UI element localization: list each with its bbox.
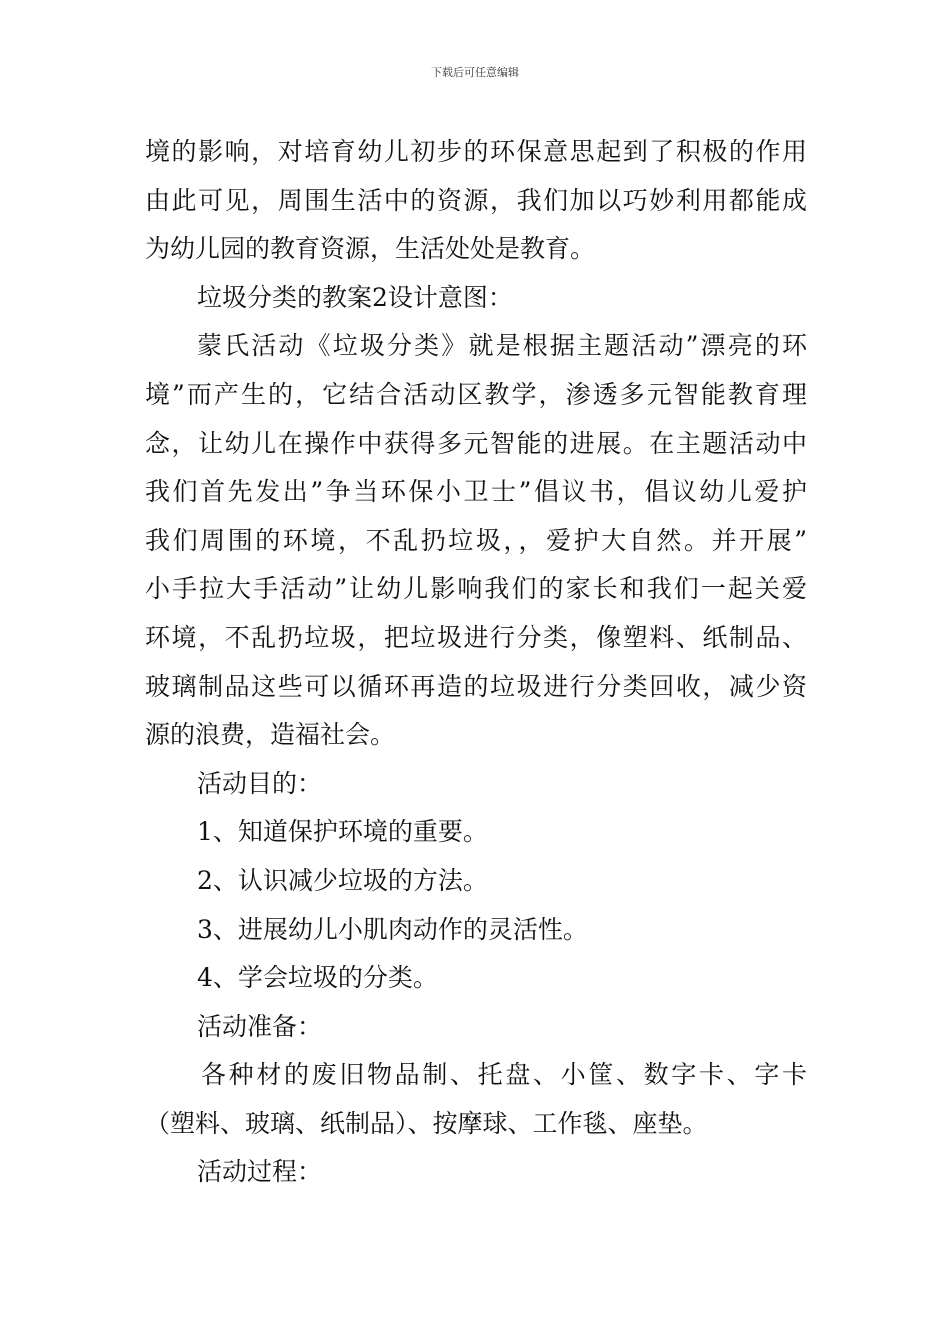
text-line: 环境，不乱扔垃圾，把垃圾进行分类，像塑料、纸制品、 <box>145 622 807 652</box>
text-line: 蒙氏活动《垃圾分类》就是根据主题活动”漂亮的环 <box>197 331 807 361</box>
section-heading: 活动准备： <box>197 1011 323 1041</box>
text-line: 我们周围的环境，不乱扔垃圾，，爱护大自然。并开展” <box>145 525 807 555</box>
list-item: 4、学会垃圾的分类。 <box>197 963 438 993</box>
section-heading: 活动目的： <box>197 768 323 798</box>
text-line: 各种材的废旧物品制、托盘、小筐、数字卡、字卡 <box>201 1060 807 1090</box>
list-item: 1、知道保护环境的重要。 <box>197 817 488 847</box>
text-line: 我们首先发出”争当环保小卫士”倡议书，倡议幼儿爱护 <box>145 477 807 507</box>
text-line: 由此可见，周围生活中的资源，我们加以巧妙利用都能成 <box>145 185 807 215</box>
section-heading: 活动过程： <box>197 1157 323 1187</box>
text-line: 玻璃制品这些可以循环再造的垃圾进行分类回收，减少资 <box>145 671 807 701</box>
text-line: 为幼儿园的教育资源，生活处处是教育。 <box>145 234 596 264</box>
list-item: 2、认识减少垃圾的方法。 <box>197 865 488 895</box>
page-header: 下载后可任意编辑 <box>431 66 519 79</box>
text-line: 小手拉大手活动”让幼儿影响我们的家长和我们一起关爱 <box>145 574 807 604</box>
text-line: 境”而产生的，它结合活动区教学，渗透多元智能教育理 <box>145 379 807 409</box>
text-line: 念，让幼儿在操作中获得多元智能的进展。在主题活动中 <box>145 428 807 458</box>
list-item: 3、进展幼儿小肌肉动作的灵活性。 <box>197 914 588 944</box>
text-line: （塑料、玻璃、纸制品）、按摩球、工作毯、座垫。 <box>145 1108 708 1138</box>
text-line: 源的浪费，造福社会。 <box>145 720 396 750</box>
document-body <box>145 128 807 1197</box>
text-line: 境的影响，对培育幼儿初步的环保意思起到了积极的作用 <box>145 137 807 166</box>
section-heading: 垃圾分类的教案2设计意图： <box>197 282 513 312</box>
